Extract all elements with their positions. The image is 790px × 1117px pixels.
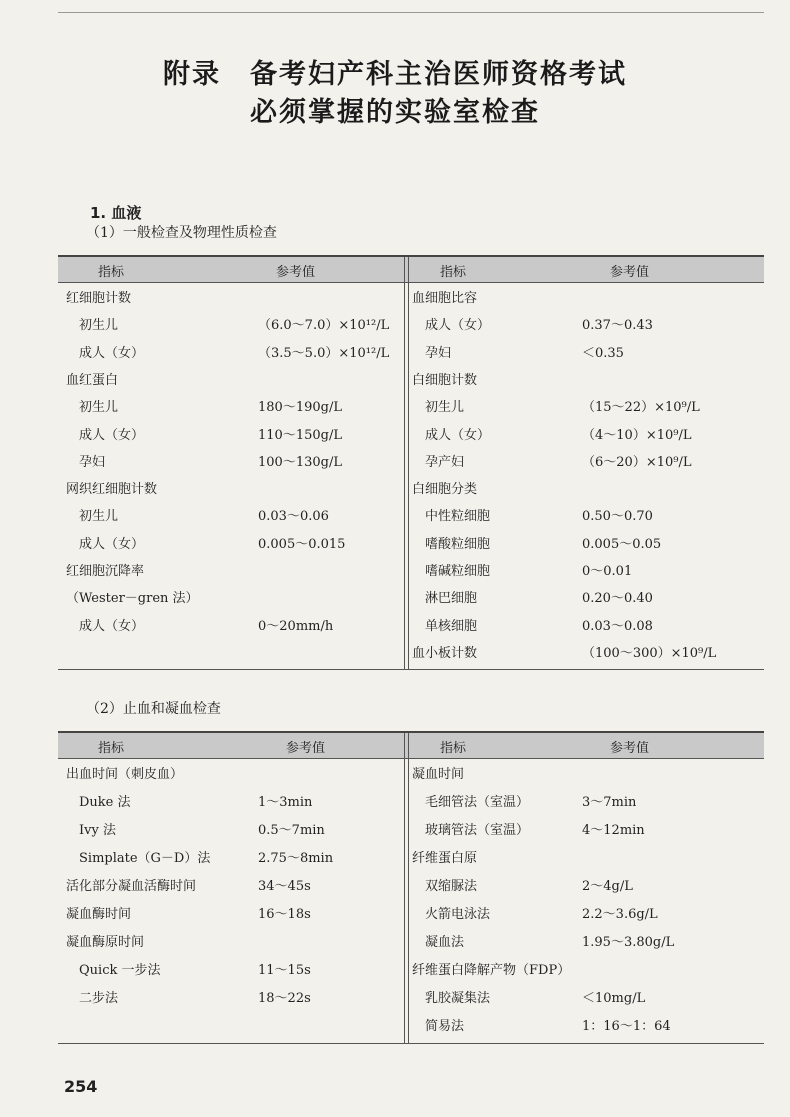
row-label: 出血时间（刺皮血） <box>66 767 184 782</box>
row-label: Duke 法 <box>79 795 131 810</box>
table-body <box>58 759 764 1043</box>
row-label: 双缩脲法 <box>425 879 478 894</box>
row-value: 180～190g/L <box>258 400 342 416</box>
row-label: 单核细胞 <box>425 618 478 634</box>
row-value: 0～0.01 <box>582 564 633 579</box>
row-label: 成人（女） <box>425 427 491 443</box>
row-label: 成人（女） <box>79 536 145 552</box>
section-title-blood: 1. 血液 <box>90 204 142 222</box>
column-divider <box>404 733 409 1043</box>
row-value: 0.03～0.06 <box>258 509 329 525</box>
general-exam-table <box>58 255 764 670</box>
row-value: 3～7min <box>582 795 637 810</box>
row-label: 淋巴细胞 <box>425 591 478 607</box>
row-label: 毛细管法（室温） <box>425 795 530 810</box>
row-value: 4～12min <box>582 823 645 838</box>
row-value: ＜0.35 <box>582 345 624 361</box>
header-item: 指标 <box>440 741 467 756</box>
row-label: 凝血法 <box>425 935 465 950</box>
row-label: 初生儿 <box>79 318 119 334</box>
row-value: 2.75～8min <box>258 851 334 866</box>
row-label: 成人（女） <box>79 427 145 443</box>
table-header <box>58 257 764 283</box>
row-label: 凝血时间 <box>412 767 465 782</box>
page-title: 附录 备考妇产科主治医师资格考试 <box>163 59 627 90</box>
header-item: 指标 <box>98 265 125 280</box>
row-label: 嗜酸粒细胞 <box>425 536 491 552</box>
row-value: 0.50～0.70 <box>582 509 653 525</box>
header-ref: 参考值 <box>610 265 650 280</box>
row-value: 2～4g/L <box>582 879 633 894</box>
column-divider <box>404 257 409 669</box>
row-value: 0.005～0.05 <box>582 536 662 552</box>
top-rule <box>58 12 764 13</box>
row-label: 二步法 <box>79 991 119 1006</box>
row-value: 0.20～0.40 <box>582 591 653 607</box>
row-label: 简易法 <box>425 1019 465 1034</box>
row-label: 乳胶凝集法 <box>425 991 491 1006</box>
row-label: 成人（女） <box>79 345 145 361</box>
row-label: 孕妇 <box>425 345 452 361</box>
row-label: 玻璃管法（室温） <box>425 823 530 838</box>
row-label: 嗜碱粒细胞 <box>425 564 491 579</box>
row-label: 红细胞计数 <box>66 291 132 306</box>
coagulation-table <box>58 731 764 1044</box>
row-value: 1：16～1：64 <box>582 1019 671 1034</box>
row-label: Quick 一步法 <box>79 963 161 978</box>
row-label: Ivy 法 <box>79 823 116 838</box>
row-value: 18～22s <box>258 991 311 1006</box>
row-value: （4～10）×10⁹/L <box>582 427 692 443</box>
header-item: 指标 <box>440 265 467 280</box>
row-label: 孕产妇 <box>425 454 465 470</box>
row-value: 1～3min <box>258 795 313 810</box>
row-label: （Wester－gren 法） <box>66 591 199 607</box>
row-value: 0.005～0.015 <box>258 536 346 552</box>
row-value: 0.03～0.08 <box>582 618 653 634</box>
header-ref: 参考值 <box>276 265 316 280</box>
header-ref: 参考值 <box>610 741 650 756</box>
row-value: ＜10mg/L <box>582 991 646 1006</box>
row-label: 白细胞计数 <box>412 372 478 388</box>
row-value: 0.5～7min <box>258 823 325 838</box>
row-label: 白细胞分类 <box>412 482 478 498</box>
row-value: （6～20）×10⁹/L <box>582 454 692 470</box>
row-label: 中性粒细胞 <box>425 509 491 525</box>
row-label: 初生儿 <box>79 509 119 525</box>
row-value: 1.95～3.80g/L <box>582 935 675 950</box>
row-value: （6.0～7.0）×10¹²/L <box>258 318 390 334</box>
row-value: 2.2～3.6g/L <box>582 907 658 922</box>
row-label: Simplate（G－D）法 <box>79 851 211 866</box>
row-label: 纤维蛋白降解产物（FDP） <box>412 963 571 978</box>
row-label: 成人（女） <box>425 318 491 334</box>
row-value: 16～18s <box>258 907 311 922</box>
row-label: 凝血酶原时间 <box>66 935 145 950</box>
table1-subtitle: （1）一般检查及物理性质检查 <box>86 225 277 241</box>
row-label: 孕妇 <box>79 454 106 470</box>
row-label: 血细胞比容 <box>412 291 478 306</box>
row-label: 初生儿 <box>79 400 119 416</box>
row-value: 0～20mm/h <box>258 618 334 634</box>
row-label: 成人（女） <box>79 618 145 634</box>
table-body <box>58 283 764 669</box>
row-label: 网织红细胞计数 <box>66 482 158 498</box>
row-value: （100～300）×10⁹/L <box>582 645 717 661</box>
row-label: 活化部分凝血活酶时间 <box>66 879 197 894</box>
row-value: 34～45s <box>258 879 311 894</box>
row-value: 100～130g/L <box>258 454 342 470</box>
row-label: 初生儿 <box>425 400 465 416</box>
row-label: 火箭电泳法 <box>425 907 491 922</box>
row-label: 血红蛋白 <box>66 372 119 388</box>
row-label: 血小板计数 <box>412 645 478 661</box>
row-label: 纤维蛋白原 <box>412 851 478 866</box>
row-value: 110～150g/L <box>258 427 342 443</box>
row-value: 0.37～0.43 <box>582 318 653 334</box>
header-item: 指标 <box>98 741 125 756</box>
row-value: （3.5～5.0）×10¹²/L <box>258 345 390 361</box>
row-value: （15～22）×10⁹/L <box>582 400 700 416</box>
row-value: 11～15s <box>258 963 311 978</box>
row-label: 凝血酶时间 <box>66 907 132 922</box>
page-number: 254 <box>64 1077 98 1096</box>
page-subtitle: 必须掌握的实验室检查 <box>250 97 540 128</box>
row-label: 红细胞沉降率 <box>66 564 145 579</box>
table-header <box>58 733 764 759</box>
table2-subtitle: （2）止血和凝血检查 <box>86 701 221 717</box>
header-ref: 参考值 <box>286 741 326 756</box>
